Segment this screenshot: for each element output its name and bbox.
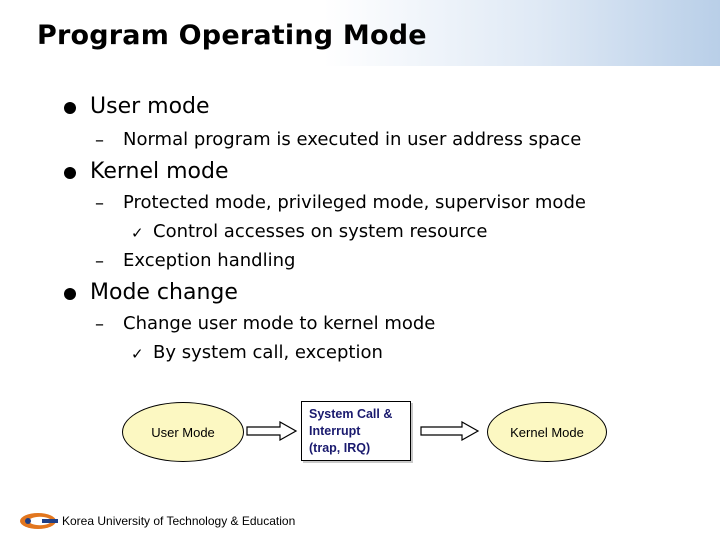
- bullet-kernel-mode: Kernel mode: [90, 159, 229, 184]
- arrow-to-kernel-icon: [420, 421, 480, 441]
- kernel-mode-ellipse: [487, 402, 607, 462]
- footer-institution: Korea University of Technology & Education: [62, 514, 296, 528]
- bullet-mode-change: Mode change: [90, 280, 238, 305]
- university-logo-icon: [18, 511, 58, 531]
- transition-line-2: Interrupt: [309, 424, 361, 438]
- kernel-mode-label: Kernel Mode: [510, 424, 584, 440]
- transition-line-1: System Call &: [309, 407, 393, 421]
- slide-title: Program Operating Mode: [37, 20, 427, 51]
- subitem-exception-handling: Exception handling: [123, 250, 296, 271]
- bullet-dot: [64, 102, 76, 114]
- arrow-to-transition-icon: [246, 421, 298, 441]
- check-item-control-accesses: Control accesses on system resource: [153, 221, 488, 242]
- transition-line-3: (trap, IRQ): [309, 441, 371, 455]
- dash-marker: –: [95, 251, 104, 272]
- check-marker: ✓: [131, 224, 144, 242]
- dash-marker: –: [95, 193, 104, 214]
- dash-marker: –: [95, 130, 104, 151]
- subitem-protected-mode: Protected mode, privileged mode, supervisor mode: [123, 192, 586, 213]
- transition-box: [301, 401, 411, 461]
- bullet-dot: [64, 167, 76, 179]
- user-mode-ellipse: [122, 402, 244, 462]
- subitem-change-user-mode: Change user mode to kernel mode: [123, 313, 436, 334]
- check-item-system-call: By system call, exception: [153, 342, 383, 363]
- dash-marker: –: [95, 314, 104, 335]
- bullet-dot: [64, 288, 76, 300]
- bullet-user-mode: User mode: [90, 94, 210, 119]
- user-mode-label: User Mode: [151, 424, 215, 440]
- check-marker: ✓: [131, 345, 144, 363]
- subitem-normal-program: Normal program is executed in user address space: [123, 129, 582, 150]
